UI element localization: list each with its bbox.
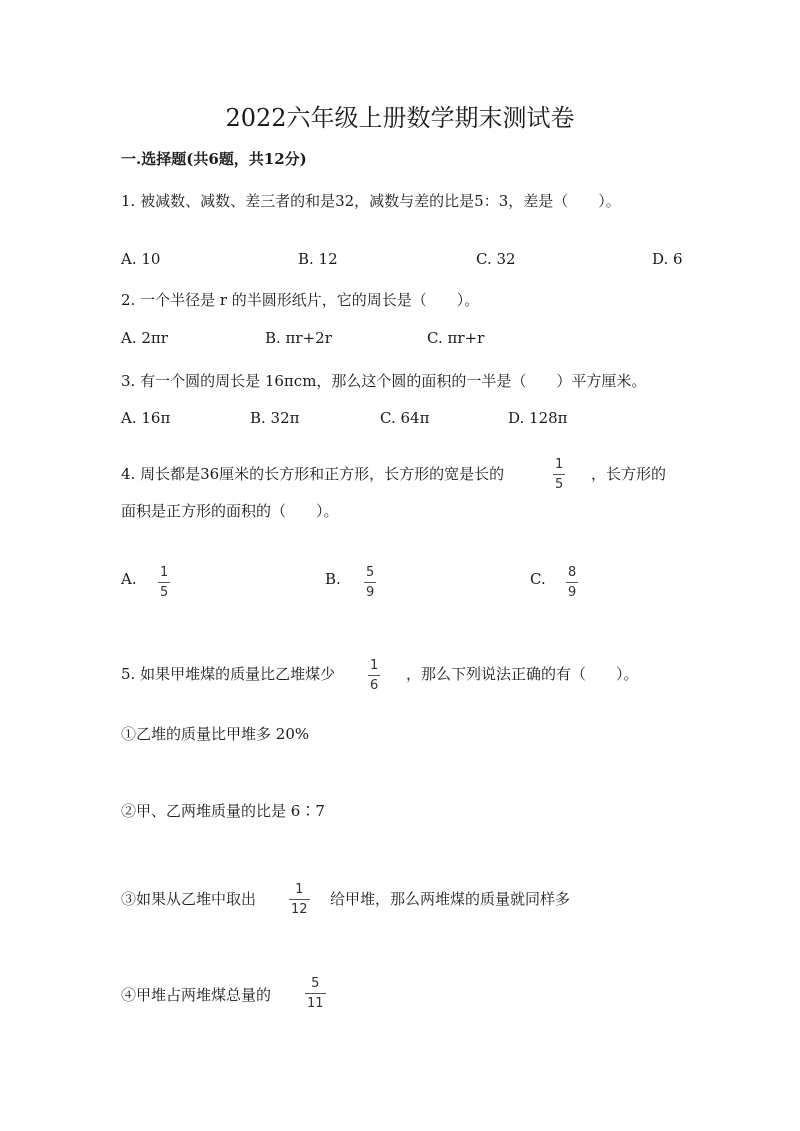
q5-statement-4-fraction [305,977,326,1010]
fraction-bar [553,474,565,475]
question-3: 3. 有一个圆的周长是 16πcm，那么这个圆的面积的一半是（ ）平方厘米。 [121,372,647,390]
question-2: 2. 一个半径是 r 的半圆形纸片，它的周长是（ ）。 [121,291,480,309]
q5-statement-2: ②甲、乙两堆质量的比是 6∶7 [121,802,325,820]
page-title: 2022六年级上册数学期末测试卷 [225,104,575,132]
q5-statement-3-fraction [289,883,310,916]
q1-option-c: C. 32 [476,250,516,268]
q4-option-c-fraction [566,566,578,599]
q5-statement-4: ④甲堆占两堆煤总量的 [121,986,272,1004]
fraction-bar [158,582,170,583]
q4-option-b-label: B. [325,570,341,588]
section-heading: 一.选择题(共6题，共12分) [121,150,307,168]
q5-statement-3-end: 给甲堆，那么两堆煤的质量就同样多 [330,890,571,908]
fraction-numerator: 1 [555,457,564,472]
question-5-end: ，那么下列说法正确的有（ ）。 [406,665,639,683]
fraction-numerator: 1 [160,565,169,580]
question-4-line-1: 4. 周长都是36厘米的长方形和正方形，长方形的宽是长的 [121,465,505,483]
fraction-bar [368,675,380,676]
q4-option-c-label: C. [530,570,546,588]
q5-fraction [368,659,380,692]
question-1: 1. 被减数、减数、差三者的和是32，减数与差的比是5：3，差是（ ）。 [121,192,621,210]
q3-option-b: B. 32π [250,409,300,427]
fraction-denominator: 6 [370,678,379,693]
question-5: 5. 如果甲堆煤的质量比乙堆煤少 [121,665,336,683]
q5-statement-1: ①乙堆的质量比甲堆多 20% [121,725,310,743]
fraction-numerator: 1 [295,882,304,897]
fraction-bar [364,582,376,583]
q4-option-a-fraction [158,566,170,599]
q4-option-a-label: A. [121,570,137,588]
fraction-denominator: 12 [291,902,308,917]
fraction-numerator: 8 [568,565,577,580]
q2-option-b: B. πr+2r [265,329,332,347]
fraction-bar [289,899,310,900]
q3-option-c: C. 64π [380,409,430,427]
fraction-numerator: 5 [311,976,320,991]
q3-option-d: D. 128π [508,409,568,427]
fraction-denominator: 9 [366,585,375,600]
fraction-numerator: 5 [366,565,375,580]
question-4-line-1-end: ，长方形的 [591,465,667,483]
fraction-bar [566,582,578,583]
question-4-line-2: 面积是正方形的面积的（ ）。 [121,502,339,520]
fraction-denominator: 11 [307,996,324,1011]
q3-option-a: A. 16π [121,409,171,427]
fraction-denominator: 5 [555,477,564,492]
fraction-denominator: 5 [160,585,169,600]
q5-statement-3: ③如果从乙堆中取出 [121,890,257,908]
q1-option-d: D. 6 [652,250,683,268]
fraction-denominator: 9 [568,585,577,600]
fraction-bar [305,993,326,994]
q2-option-c: C. πr+r [427,329,485,347]
q4-fraction [553,458,565,491]
q1-option-a: A. 10 [121,250,161,268]
fraction-numerator: 1 [370,658,379,673]
q1-option-b: B. 12 [298,250,338,268]
q4-option-b-fraction [364,566,376,599]
q2-option-a: A. 2πr [121,329,168,347]
